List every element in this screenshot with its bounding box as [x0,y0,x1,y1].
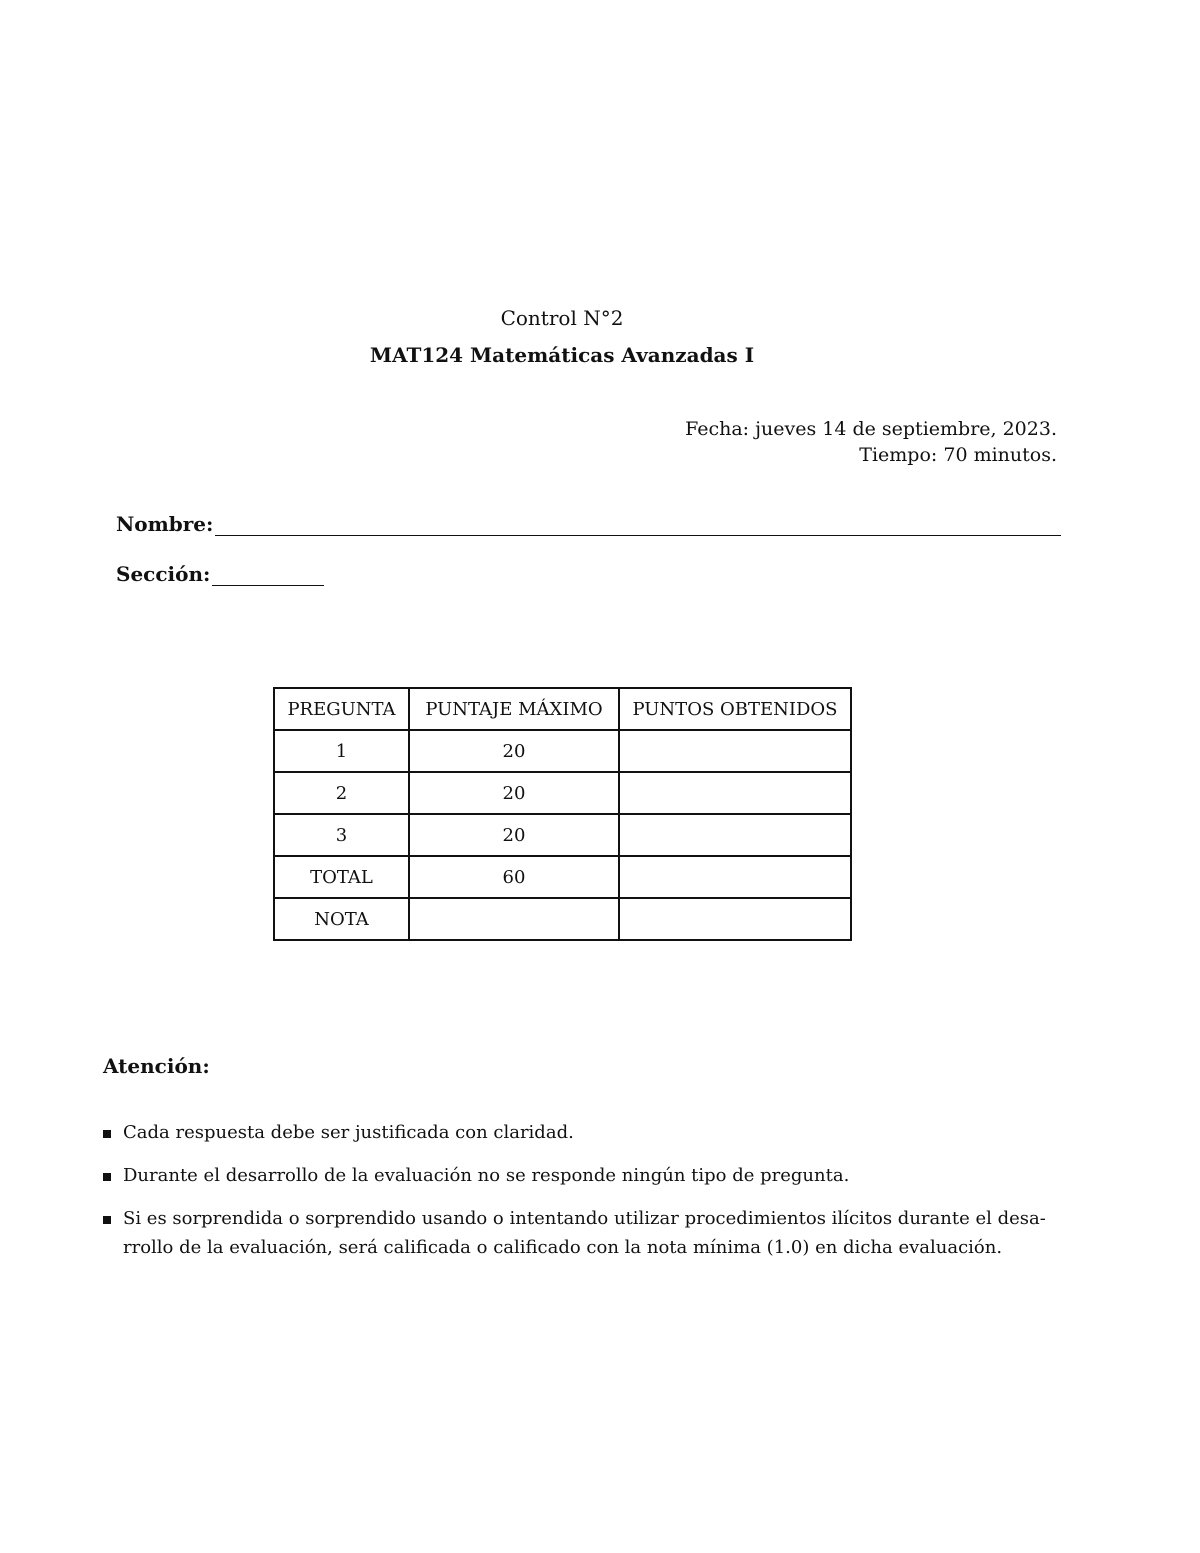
points-cell [619,772,851,814]
score-table [273,687,852,941]
section-label: Sección: [116,562,211,586]
total-max-score-cell: 60 [409,856,619,898]
list-item [103,1118,1063,1147]
grade-label-cell: NOTA [274,898,409,940]
name-label: Nombre: [116,512,214,536]
points-cell [619,730,851,772]
question-cell: 1 [274,730,409,772]
header-cell-max-score: PUNTAJE MÁXIMO [409,688,619,730]
rule-text-line: Cada respuesta debe ser justificada con claridad. [123,1122,574,1143]
course-title: MAT124 Matemáticas Avanzadas I [369,343,755,367]
list-item [103,1204,1063,1262]
square-bullet-icon [103,1130,111,1138]
exam-date: Fecha: jueves 14 de septiembre, 2023. [685,418,1057,440]
max-score-cell: 20 [409,814,619,856]
header-cell-points-obtained: PUNTOS OBTENIDOS [619,688,851,730]
rule-text-line: Si es sorprendida o sorprendido usando o intentando utilizar procedimientos ilícitos durante el desa- [123,1208,1046,1229]
max-score-cell: 20 [409,772,619,814]
max-score-cell: 20 [409,730,619,772]
table-row [274,772,851,814]
square-bullet-icon [103,1216,111,1224]
table-row [274,814,851,856]
table-row-grade [274,898,851,940]
question-cell: 2 [274,772,409,814]
section-blank-line [212,563,324,586]
list-item [103,1161,1063,1190]
table-row-total [274,856,851,898]
section-field [116,562,324,586]
exam-title: Control N°2 [500,306,624,330]
name-blank-line [215,513,1061,536]
rule-text-line: rrollo de la evaluación, será calificada o calificado con la nota mínima (1.0) en dicha evaluación. [123,1237,1003,1258]
table-row [274,730,851,772]
total-points-cell [619,856,851,898]
question-cell: 3 [274,814,409,856]
square-bullet-icon [103,1173,111,1181]
score-table-header-row [274,688,851,730]
header-cell-question: PREGUNTA [274,688,409,730]
total-label-cell: TOTAL [274,856,409,898]
grade-points-cell [619,898,851,940]
exam-duration: Tiempo: 70 minutos. [859,444,1057,466]
attention-heading: Atención: [103,1054,210,1078]
grade-max-cell [409,898,619,940]
rule-text-line: Durante el desarrollo de la evaluación no se responde ningún tipo de pregunta. [123,1165,850,1186]
points-cell [619,814,851,856]
name-field [116,512,1061,536]
attention-list [103,1118,1063,1276]
